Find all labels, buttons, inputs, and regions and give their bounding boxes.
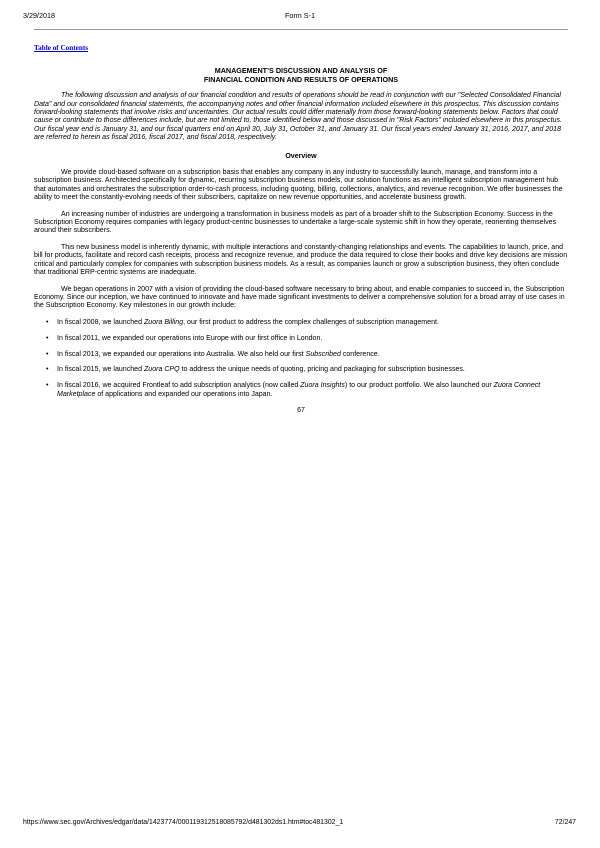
intro-paragraph: The following discussion and analysis of our financial condition and results of operations should be read in conjunction with our "Selected Consolidated Financial Data" and our consolidated financial statements, the accompanying notes and other financial information included elsewhere in this prospectus. This discussion contains forward-looking statements that involve risks and uncertainties. Our actual results could differ materially from those forward-looking statements below. Factors that could cause or contribute to those differences include, but are not limited to, those identified below and those discussed in "Risk Factors" included elsewhere in this prospectus. Our fiscal year end is January 31, and our fiscal quarters end on April 30, July 31, October 31, and January 31. Our fiscal years ended January 31, 2016, 2017, and 2018 are referred to herein as fiscal 2016, fiscal 2017, and fiscal 2018, respectively. xyxy=(34,92,562,142)
section-title-line-2: FINANCIAL CONDITION AND RESULTS OF OPERATIONS xyxy=(203,74,399,84)
overview-heading: Overview xyxy=(285,152,317,160)
bullet-icon: • xyxy=(46,350,49,358)
product-name: Zuora Insights xyxy=(300,382,345,390)
milestones-list xyxy=(34,319,568,399)
table-of-contents-link[interactable]: Table of Contents xyxy=(34,44,89,52)
list-item-text: In fiscal 2008, we launched xyxy=(57,318,144,326)
header-title: Form S-1 xyxy=(285,11,315,20)
header-divider xyxy=(34,29,568,30)
section-title xyxy=(34,67,568,84)
page-number: 67 xyxy=(297,406,305,414)
event-name: Subscribed xyxy=(305,350,341,358)
document-body xyxy=(34,67,568,415)
paragraph: An increasing number of industries are undergoing a transformation in business models as part of a broader shift to the Subscription Economy. Success in the Subscription Economy requires companies with legacy product-centric businesses to undertake a large-scale systemic shift in how they operate, reorienting themselves around their subscribers. xyxy=(34,210,557,235)
bullet-icon: • xyxy=(46,366,49,374)
product-name: Zuora Billing xyxy=(143,318,184,326)
bullet-icon: • xyxy=(46,318,49,326)
product-name: Zuora CPQ xyxy=(143,366,180,374)
list-item xyxy=(34,382,568,399)
list-item xyxy=(34,319,568,327)
list-item-text: In fiscal 2016, we acquired Frontleaf to add subscription analytics (now called xyxy=(57,382,301,390)
list-item-text: to address the unique needs of quoting, pricing and packaging for subscription businesses. xyxy=(179,366,465,374)
header-date: 3/29/2018 xyxy=(23,11,55,20)
list-item-text: conference. xyxy=(340,350,380,358)
list-item-text: In fiscal 2011, we expanded our operations into Europe with our first office in London. xyxy=(57,334,323,342)
paragraph: We provide cloud-based software on a subscription basis that enables any company in any industry to successfully launch, manage, and transform into a subscription business. Architected specifically for dynamic, recurring subscription business models, our solution functions as an intelligent subscription management hub that automates and orchestrates the subscription order-to-cash process, including quoting, billing, collections, analytics, and revenue recognition. We offer businesses the ability to meet the constantly-evolving needs of their subscribers, capitalize on new revenue opportunities, and accelerate business growth. xyxy=(34,169,563,202)
footer-url: https://www.sec.gov/Archives/edgar/data/1423774/000119312518085792/d481302ds1.htm#toc481302_1 xyxy=(23,819,344,826)
section-title-line-1: MANAGEMENT’S DISCUSSION AND ANALYSIS OF xyxy=(214,66,388,75)
list-item-text: In fiscal 2013, we expanded our operations into Australia. We also held our first xyxy=(57,350,306,358)
list-item-text: ) to our product portfolio. We also launched our xyxy=(344,382,494,390)
list-item xyxy=(34,366,568,374)
list-item xyxy=(34,335,568,343)
list-item-text: of applications and expanded our operations into Japan. xyxy=(95,390,273,398)
product-name: Zuora Connect Marketplace xyxy=(57,382,541,398)
list-item xyxy=(34,351,568,359)
list-item-text: , our first product to address the complex challenges of subscription management. xyxy=(183,318,439,326)
bullet-icon: • xyxy=(46,382,49,390)
paragraph: We began operations in 2007 with a vision of providing the cloud-based software necessary to bring about, and enable companies to succeed in, the Subscription Economy. Since our inception, we have continued to innovate and have made significant investments to deliver a comprehensive solution for a broad array of use cases in the Subscription Economy. Key milestones in our growth include: xyxy=(34,285,565,310)
list-item-text: In fiscal 2015, we launched xyxy=(57,366,144,374)
paragraph: This new business model is inherently dynamic, with multiple interactions and constantly-changing relationships and events. The capabilities to launch, price, and bill for products, facilitate and record cash receipts, process and recognize revenue, and produce the data required to close their books and drive key decisions are mission critical and particularly complex for companies with subscription business models. As a result, as companies launch or grow a subscription business, they often conclude that traditional ERP-centric systems are inadequate. xyxy=(34,243,568,277)
bullet-icon: • xyxy=(46,334,49,342)
footer-page-count: 72/247 xyxy=(554,819,576,826)
